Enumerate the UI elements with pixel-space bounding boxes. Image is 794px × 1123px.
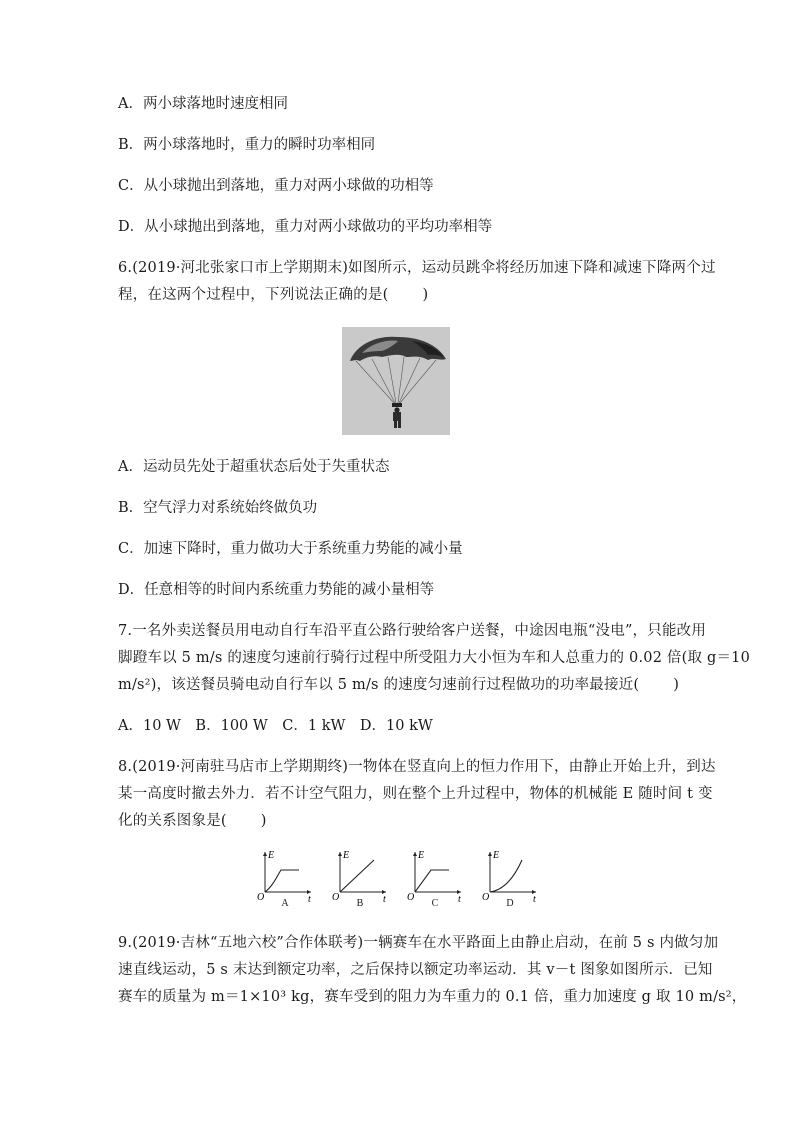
q8-graph-options: [255, 848, 540, 912]
q6-text-line1: 6.(2019·河北张家口市上学期期末)如图所示，运动员跳伞将经历加速下降和减速下降两个过: [118, 260, 716, 276]
q7-close-paren: ): [673, 677, 680, 693]
x-axis-label: t: [383, 894, 386, 905]
y-axis-label: E: [268, 850, 275, 861]
q7-text-line2: 脚蹬车以 5 m/s 的速度匀速前行骑行过程中所受阻力大小恒为车和人总重力的 0.02 倍(取 g＝10: [118, 650, 751, 666]
q9-text-line1: 9.(2019·吉林“五地六校”合作体联考)一辆赛车在水平路面上由静止启动，在前 5 s 内做匀加: [118, 935, 719, 951]
x-axis-label: t: [533, 894, 536, 905]
q7-text-line1: 7.一名外卖送餐员用电动自行车沿平直公路行驶给客户送餐，中途因电瓶“没电”，只能改用: [118, 623, 707, 639]
q8-text-line2: 某一高度时撤去外力．若不计空气阻力，则在整个上升过程中，物体的机械能 E 随时间 t 变: [118, 786, 713, 802]
graph-option-a: [255, 848, 315, 912]
q9-text-line3: 赛车的质量为 m＝1×10³ kg，赛车受到的阻力为车重力的 0.1 倍，重力加速度 g 取 10 m/s²，: [118, 989, 747, 1005]
origin-label: O: [332, 892, 340, 903]
parachute-illustration: [342, 327, 450, 435]
graph-label: D: [506, 898, 514, 909]
q6-option-b: B．空气浮力对系统始终做负功: [118, 500, 318, 516]
q6-option-d: D．任意相等的时间内系统重力势能的减小量相等: [118, 582, 435, 598]
q6-option-c: C．加速下降时，重力做功大于系统重力势能的减小量: [118, 541, 463, 557]
q9-text-line2: 速直线运动，5 s 末达到额定功率，之后保持以额定功率运动．其 v－t 图象如图所示．已知: [118, 962, 713, 978]
q5-option-b: B．两小球落地时，重力的瞬时功率相同: [118, 137, 376, 153]
graph-option-d: [480, 848, 540, 912]
q8-text-line1: 8.(2019·河南驻马店市上学期期终)一物体在竖直向上的恒力作用下，由静止开始上升，到达: [118, 759, 716, 775]
parachutist-photo: [342, 327, 450, 435]
q8-close-paren: ): [260, 813, 267, 829]
origin-label: O: [407, 892, 415, 903]
x-axis-label: t: [458, 894, 461, 905]
q8-text-line3-main: 化的关系图象是(: [118, 813, 227, 829]
origin-label: O: [482, 892, 490, 903]
y-axis-label: E: [343, 850, 350, 861]
graph-option-b: [330, 848, 390, 912]
q5-option-d: D．从小球抛出到落地，重力对两小球做功的平均功率相等: [118, 219, 493, 235]
q8-text-line3: [118, 811, 267, 831]
q5-option-c: C．从小球抛出到落地，重力对两小球做的功相等: [118, 178, 434, 194]
q7-text-line3: [118, 675, 679, 695]
x-axis-label: t: [308, 894, 311, 905]
q6-option-a: A．运动员先处于超重状态后处于失重状态: [118, 459, 390, 475]
q7-options: A．10 W B．100 W C．1 kW D．10 kW: [118, 718, 433, 734]
graph-label: A: [281, 898, 289, 909]
q7-text-line3-main: m/s²)，该送餐员骑电动自行车以 5 m/s 的速度匀速前行过程做功的功率最接近(: [118, 677, 640, 693]
q6-text-line2: [118, 285, 428, 305]
y-axis-label: E: [418, 850, 425, 861]
origin-label: O: [257, 892, 265, 903]
y-axis-label: E: [493, 850, 500, 861]
q6-text-line2-main: 程，在这两个过程中，下列说法正确的是(: [118, 287, 389, 303]
graph-option-c: [405, 848, 465, 912]
graph-label: C: [431, 898, 439, 909]
q5-option-a: A．两小球落地时速度相同: [118, 96, 288, 112]
q6-close-paren: ): [422, 287, 429, 303]
graph-label: B: [356, 898, 364, 909]
